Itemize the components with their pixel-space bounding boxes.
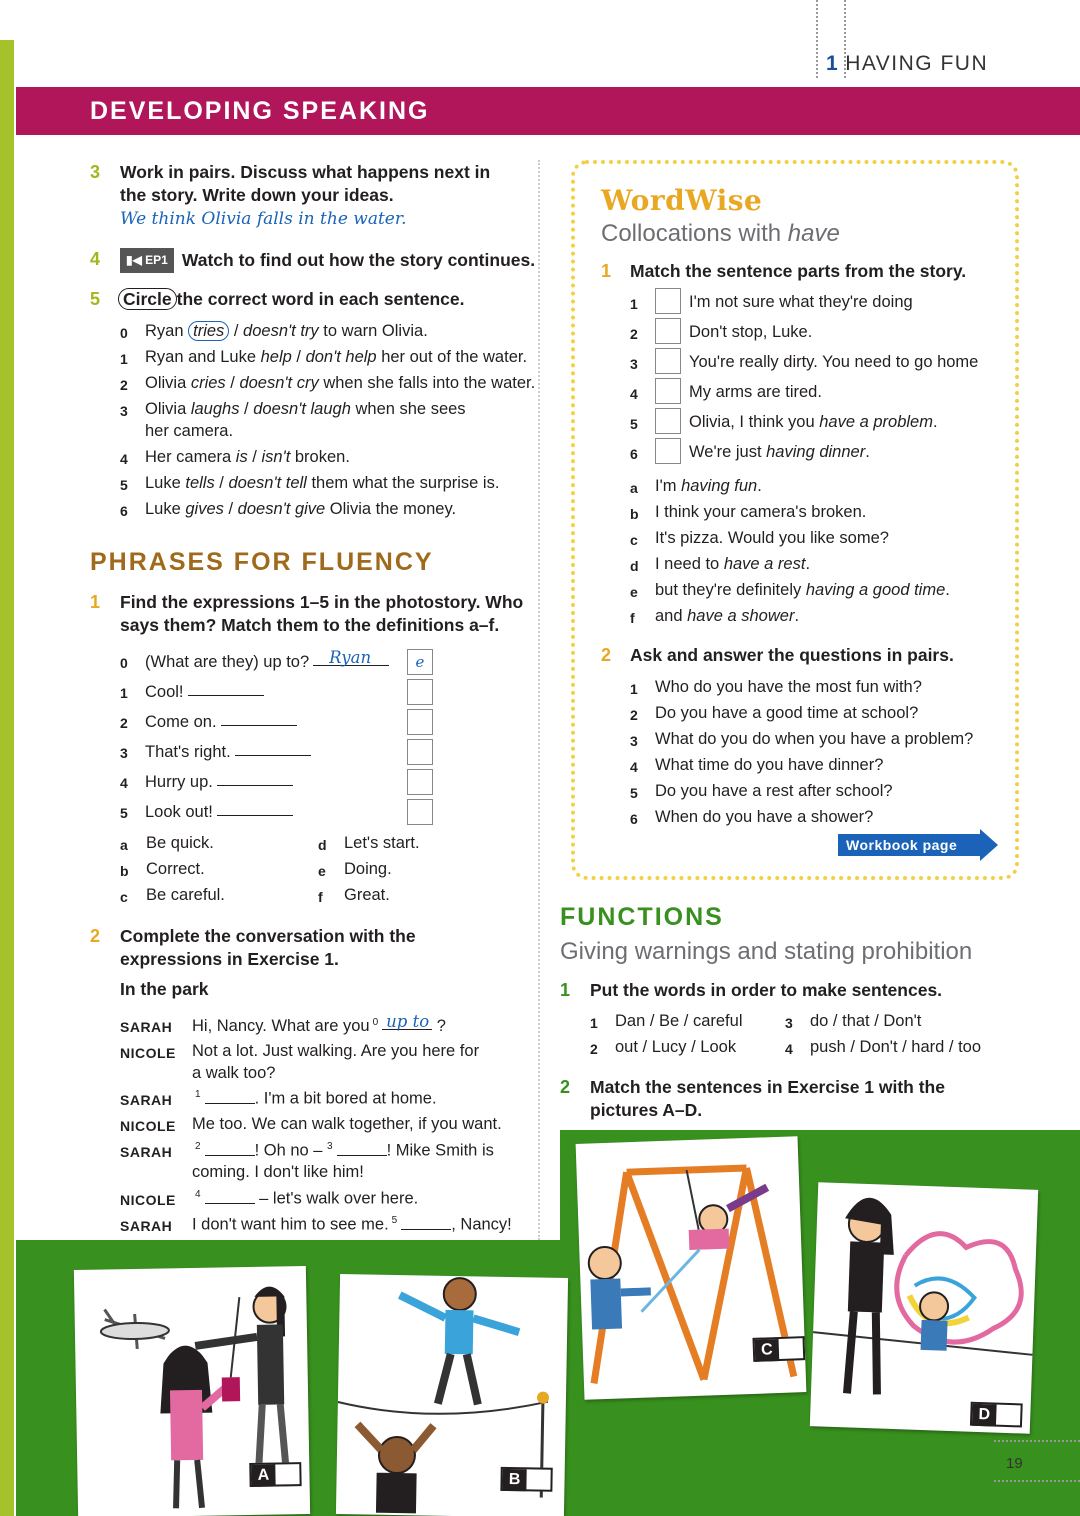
chapter-header	[826, 52, 988, 76]
speaker-name: NICOLE	[120, 1192, 176, 1208]
sentence-end: them what the surprise is.	[306, 474, 500, 492]
video-episode-label: EP1	[145, 253, 168, 267]
sentence-ending	[655, 555, 810, 574]
match-box[interactable]	[655, 408, 681, 434]
sentence-part	[689, 323, 812, 342]
option-a: help	[260, 348, 292, 366]
answer-blank	[217, 772, 293, 786]
phrases-ex1-instruction: Find the expressions 1–5 in the photostory. Who says them? Match them to the definitions a–f.	[120, 592, 524, 635]
item-number: 3	[120, 403, 128, 419]
dialogue-line	[192, 1115, 502, 1134]
definition-letter: b	[120, 863, 129, 879]
sentence-start: Olivia	[145, 400, 191, 418]
gap-blank	[337, 1142, 387, 1156]
collocation: have a shower	[687, 607, 795, 625]
gap-number: 2	[195, 1141, 201, 1152]
sentence-ending	[655, 529, 889, 548]
answer-text: Ryan	[329, 648, 372, 667]
expression	[145, 742, 311, 762]
page-edge-strip	[0, 40, 14, 1516]
exercise-3-instruction: Work in pairs. Discuss what happens next in the story. Write down your ideas.	[120, 162, 491, 205]
option-b: isn't	[261, 448, 291, 466]
expression	[145, 712, 297, 732]
definition-text: Great.	[344, 886, 390, 904]
expression	[145, 682, 264, 702]
collocation: have a problem	[819, 413, 933, 431]
sentence-start: Ryan	[145, 322, 189, 340]
exercise-number: 2	[601, 645, 612, 665]
gap-number: 1	[195, 1089, 201, 1100]
sentence-start: Luke	[145, 474, 186, 492]
sentence-part-text: I'm not sure what they're doing	[689, 293, 913, 311]
speaker-name: SARAH	[120, 1218, 173, 1234]
picture-label	[970, 1402, 1023, 1428]
answer-text	[235, 738, 251, 757]
gap-blank	[205, 1090, 255, 1104]
sentence-ending	[655, 607, 799, 626]
gap-answer: up to	[386, 1012, 430, 1031]
circled-answer: tries	[188, 321, 229, 341]
answer-box[interactable]	[407, 649, 433, 675]
expression-text: Hurry up.	[145, 773, 213, 791]
exercise-number: 3	[90, 162, 101, 182]
workbook-link[interactable]: Workbook page 12	[838, 834, 980, 856]
answer-blank	[235, 742, 311, 756]
option-a: tells	[185, 474, 215, 492]
item-number: 6	[630, 811, 638, 827]
picture-d	[810, 1182, 1038, 1434]
sentence-ending	[655, 581, 950, 600]
dialogue-text: , Nancy!	[451, 1215, 512, 1234]
expression-text: Come on.	[145, 713, 217, 731]
option-b: doesn't give	[237, 500, 326, 518]
definition-letter: a	[120, 837, 128, 853]
sentence: Olivia laughs / doesn't laugh when she sees	[145, 400, 466, 418]
sentence-start: Ryan and Luke	[145, 348, 261, 366]
item-number: 6	[630, 446, 638, 462]
option-a: cries	[190, 374, 226, 392]
picture-label	[500, 1467, 552, 1492]
ending-letter: c	[630, 532, 638, 548]
answer-blank	[188, 682, 264, 696]
dialogue-text: – let's walk over here.	[254, 1189, 419, 1208]
expression-text: Cool!	[145, 683, 184, 701]
ending-letter: f	[630, 610, 635, 626]
speaker-name: NICOLE	[120, 1045, 176, 1061]
answer-text	[188, 678, 204, 697]
wordwise-ex2-instruction: Ask and answer the questions in pairs.	[630, 645, 954, 665]
exercise-3-example: We think Olivia falls in the water.	[120, 209, 407, 229]
item-number: 4	[120, 451, 128, 467]
dialogue-text: ?	[432, 1017, 446, 1035]
ending-text: It's pizza. Would you like some?	[655, 529, 889, 547]
exercise-number: 1	[601, 261, 612, 281]
question-text: Do you have a rest after school?	[655, 782, 893, 800]
sentence-end: broken.	[290, 448, 350, 466]
item-number: 3	[785, 1015, 793, 1031]
sentence-part-text: Olivia, I think you	[689, 413, 820, 431]
match-box[interactable]	[655, 288, 681, 314]
dialogue-line	[192, 1189, 418, 1209]
picture-a	[74, 1266, 310, 1516]
picture-letter: A	[251, 1465, 275, 1487]
sentence-part	[689, 413, 938, 432]
wordwise-subtitle	[601, 220, 840, 248]
item-number: 1	[120, 685, 128, 701]
wordwise-subtitle-emphasis: have	[787, 220, 840, 247]
item-number: 4	[785, 1041, 793, 1057]
sentence-part	[689, 293, 913, 312]
sentence-part-text: You're really dirty. You need to go home	[689, 353, 979, 371]
item-number: 1	[630, 681, 638, 697]
dialogue-setting: In the park	[120, 979, 209, 999]
sentence-end: when she falls into the water.	[318, 374, 536, 392]
definition-letter: f	[318, 889, 323, 905]
item-number: 5	[630, 785, 638, 801]
gap-blank	[401, 1216, 451, 1230]
option-b: doesn't cry	[239, 374, 319, 392]
exercise-number: 5	[90, 289, 101, 309]
picture-b	[336, 1274, 568, 1516]
speaker-name: SARAH	[120, 1092, 173, 1108]
sentence-end: to warn Olivia.	[318, 322, 428, 340]
answer-blank	[217, 802, 293, 816]
exercise-number: 4	[90, 249, 101, 269]
exercise-5-instruction	[118, 288, 465, 311]
ending-text: .	[805, 555, 811, 573]
ending-text: .	[945, 581, 950, 599]
sentence-part-text: .	[932, 413, 938, 431]
phrases-ex2-instruction: Complete the conversation with the expressions in Exercise 1.	[120, 926, 416, 969]
picture-c	[576, 1136, 807, 1400]
exercise-number: 1	[90, 592, 101, 612]
ending-text: .	[757, 477, 762, 495]
item-number: 3	[120, 745, 128, 761]
sentence: Her camera is / isn't broken.	[145, 448, 350, 466]
dialogue-text: . I'm a bit bored at home.	[254, 1089, 437, 1108]
exercise-5-text: the correct word in each sentence.	[176, 289, 465, 309]
option-a: laughs	[190, 400, 240, 418]
sentence: Luke gives / doesn't give Olivia the money.	[145, 500, 457, 518]
sentence: Olivia cries / doesn't cry when she falls into the water.	[145, 374, 536, 392]
column-separator	[538, 160, 540, 1240]
item-number: 4	[120, 775, 128, 791]
dialogue-text: Me too. We can walk together, if you want.	[192, 1115, 502, 1133]
item-number: 6	[120, 503, 128, 519]
answer-blank	[221, 712, 297, 726]
picture-letter: C	[755, 1339, 780, 1362]
item-number: 5	[120, 805, 128, 821]
functions-subtitle: Giving warnings and stating prohibition	[560, 938, 973, 965]
item-number: 4	[630, 386, 638, 402]
word-order-item: Dan / Be / careful	[615, 1012, 743, 1030]
answer-text	[217, 768, 233, 787]
ending-text: but they're definitely	[655, 581, 806, 599]
word-order-item: out / Lucy / Look	[615, 1038, 737, 1056]
circle-word: Circle	[118, 288, 177, 310]
collocation: having a good time	[805, 581, 946, 599]
definition-text: Be careful.	[146, 886, 225, 904]
sentence-part	[689, 353, 978, 372]
word-order-item: push / Don't / hard / too	[810, 1038, 982, 1056]
speaker-name: SARAH	[120, 1144, 173, 1160]
match-box[interactable]	[655, 438, 681, 464]
definition-text: Let's start.	[344, 834, 420, 852]
dialogue-line	[192, 1012, 446, 1036]
sentence: Ryan and Luke help / don't help her out of the water.	[145, 348, 528, 366]
picture-label	[752, 1336, 805, 1362]
dialogue-line	[192, 1215, 512, 1235]
page-number: 19	[1006, 1455, 1023, 1472]
ending-letter: a	[630, 480, 638, 496]
sentence-part-text: We're just	[689, 443, 767, 461]
collocation: have a rest	[723, 555, 806, 573]
question-text: What do you do when you have a problem?	[655, 730, 974, 748]
expression-text: That's right.	[145, 743, 231, 761]
sentence-end: her out of the water.	[376, 348, 528, 366]
answer-box[interactable]	[407, 739, 433, 765]
option-a: is	[235, 448, 248, 466]
exercise-number: 2	[90, 926, 101, 946]
answer-box[interactable]	[407, 799, 433, 825]
answer-box[interactable]	[407, 769, 433, 795]
sentence-ending	[655, 503, 866, 522]
dialogue-line	[192, 1141, 494, 1161]
exercise-number: 2	[560, 1077, 571, 1097]
match-box[interactable]	[655, 378, 681, 404]
chapter-title: HAVING FUN	[845, 52, 989, 75]
sentence: Luke tells / doesn't tell them what the surprise is.	[145, 474, 500, 492]
dialogue-line	[192, 1089, 437, 1109]
expression	[145, 802, 293, 822]
option-b: doesn't laugh	[253, 400, 351, 418]
gap-number: 0	[372, 1016, 379, 1028]
ending-text: I think your camera's broken.	[655, 503, 867, 521]
expression-text: Look out!	[145, 803, 213, 821]
sentence-start: Luke	[145, 500, 186, 518]
wordwise-ex1-instruction: Match the sentence parts from the story.	[630, 261, 967, 281]
gap-number: 4	[195, 1189, 201, 1200]
header-divider	[816, 0, 818, 78]
wordwise-title: WordWise	[601, 184, 763, 217]
definition-letter: e	[318, 863, 326, 879]
option-b: doesn't tell	[228, 474, 307, 492]
sentence-end: Olivia the money.	[325, 500, 457, 518]
item-number: 1	[630, 296, 638, 312]
picture-label	[249, 1462, 301, 1487]
item-number: 1	[120, 351, 128, 367]
item-number: 3	[630, 356, 638, 372]
ending-text: .	[794, 607, 800, 625]
ending-letter: b	[630, 506, 639, 522]
speaker-name: NICOLE	[120, 1118, 176, 1134]
answer-box[interactable]	[407, 709, 433, 735]
phrases-title: PHRASES FOR FLUENCY	[90, 548, 434, 576]
dialogue-continuation: coming. I don't like him!	[192, 1163, 364, 1181]
dialogue-text: ! Oh no –	[254, 1141, 328, 1160]
collocation: having dinner	[766, 443, 866, 461]
answer-text	[217, 798, 233, 817]
dialogue-text: Not a lot. Just walking. Are you here for	[192, 1042, 480, 1060]
question-text: What time do you have dinner?	[655, 756, 884, 774]
answer-box[interactable]	[407, 679, 433, 705]
section-banner	[16, 87, 1080, 135]
ending-text: I'm	[655, 477, 682, 495]
word-order-item: do / that / Don't	[810, 1012, 922, 1030]
item-number: 1	[590, 1015, 598, 1031]
gap-blank	[205, 1142, 255, 1156]
item-number: 2	[630, 326, 638, 342]
answer-letter: e	[415, 653, 425, 671]
option-b: doesn't try	[243, 322, 319, 340]
item-number: 2	[120, 715, 128, 731]
dialogue-text: I don't want him to see me.	[192, 1215, 389, 1234]
gap-number: 5	[391, 1215, 398, 1226]
sentence-part	[689, 383, 822, 402]
sentence-start: Olivia	[145, 374, 191, 392]
dialogue-continuation: a walk too?	[192, 1064, 276, 1082]
banner-title: DEVELOPING SPEAKING	[90, 97, 430, 125]
gap-blank	[205, 1190, 255, 1204]
ending-text: and	[655, 607, 688, 625]
ending-letter: e	[630, 584, 638, 600]
definition-text: Be quick.	[146, 834, 214, 852]
expression	[145, 772, 293, 792]
video-badge[interactable]: ▮◀ EP1	[120, 248, 174, 273]
answer-blank	[313, 648, 389, 667]
option-a: gives	[185, 500, 224, 518]
collocation: having fun	[681, 477, 758, 495]
item-number: 5	[630, 416, 638, 432]
answer-text	[221, 708, 237, 727]
sentence-start: Her camera	[145, 448, 236, 466]
sentence: Ryan tries / doesn't try to warn Olivia.	[145, 322, 428, 340]
picture-letter: B	[502, 1469, 526, 1491]
drawing-on-wall-illustration	[810, 1182, 1038, 1434]
item-number: 3	[630, 733, 638, 749]
wordwise-subtitle-text: Collocations with	[601, 220, 788, 247]
sentence-part-text: .	[865, 443, 870, 461]
question-text: When do you have a shower?	[655, 808, 874, 826]
chapter-number: 1	[826, 52, 840, 75]
exercise-number: 1	[560, 980, 571, 1000]
dialogue-text: ! Mike Smith is	[386, 1141, 494, 1160]
sentence-continuation: her camera.	[145, 422, 234, 440]
match-box[interactable]	[655, 348, 681, 374]
page-corner	[0, 0, 14, 40]
exercise-4-text: Watch to find out how the story continues.	[181, 250, 536, 270]
expression	[145, 648, 389, 672]
definition-text: Doing.	[344, 860, 392, 878]
question-text: Who do you have the most fun with?	[655, 678, 922, 696]
item-number: 5	[120, 477, 128, 493]
option-b: don't help	[305, 348, 377, 366]
expression-text: (What are they) up to?	[145, 653, 310, 671]
item-number: 2	[590, 1041, 598, 1057]
definition-letter: d	[318, 837, 327, 853]
match-box[interactable]	[655, 318, 681, 344]
item-number: 2	[630, 707, 638, 723]
picture-letter: D	[972, 1404, 997, 1427]
definition-letter: c	[120, 889, 128, 905]
sentence-part	[689, 443, 870, 462]
functions-title: FUNCTIONS	[560, 903, 724, 931]
item-number: 4	[630, 759, 638, 775]
ending-text: I need to	[655, 555, 724, 573]
gap-number: 3	[327, 1141, 333, 1152]
workbook-arrow-icon	[980, 829, 998, 861]
sentence-part-text: My arms are tired.	[689, 383, 822, 401]
dialogue-line	[192, 1042, 479, 1061]
functions-ex1-instruction: Put the words in order to make sentences.	[590, 980, 943, 1000]
item-number: 2	[120, 377, 128, 393]
exercise-4-instruction	[120, 248, 535, 273]
sentence-ending	[655, 477, 762, 496]
speaker-name: SARAH	[120, 1019, 173, 1035]
gap-blank	[382, 1012, 432, 1031]
dialogue-text: Hi, Nancy. What are you	[192, 1017, 370, 1035]
sentence-end: when she sees	[350, 400, 466, 418]
item-number: 0	[120, 655, 128, 671]
question-text: Do you have a good time at school?	[655, 704, 919, 722]
definition-text: Correct.	[146, 860, 205, 878]
sentence-part-text: Don't stop, Luke.	[689, 323, 813, 341]
ending-letter: d	[630, 558, 639, 574]
functions-ex2-instruction: Match the sentences in Exercise 1 with the pictures A–D.	[590, 1077, 945, 1120]
item-number: 0	[120, 325, 128, 341]
